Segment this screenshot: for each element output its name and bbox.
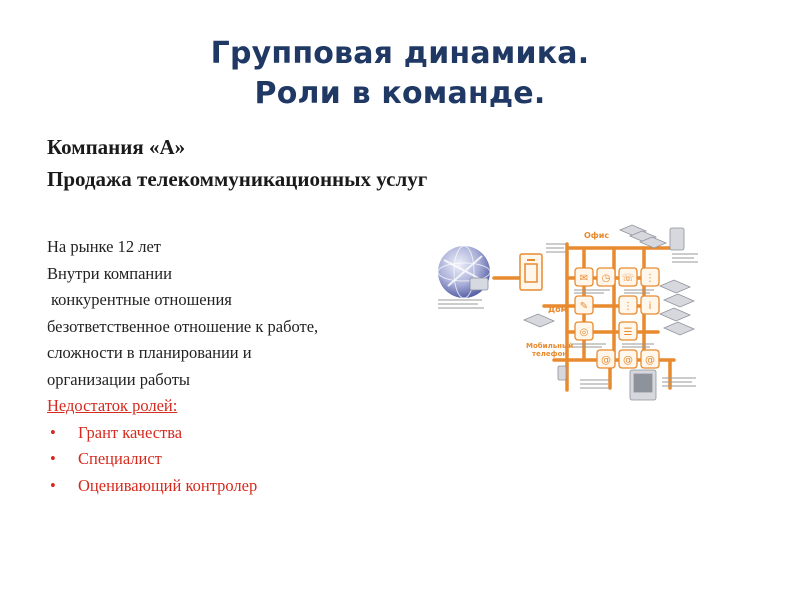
svg-text:⋮: ⋮ — [623, 301, 633, 312]
globe-icon — [438, 246, 490, 298]
office-phone-icon — [520, 254, 542, 290]
role-item: • Оценивающий контролер — [47, 473, 318, 500]
svg-text:☏: ☏ — [621, 273, 635, 284]
roles-list — [47, 420, 318, 500]
slide-title-line-2: Роли в команде. — [254, 76, 546, 111]
diagram-label-mobile-line-1: Мобильный — [526, 342, 574, 350]
slide-subtitle — [47, 131, 427, 195]
body-line-organization: организации работы — [47, 369, 191, 389]
svg-text:@: @ — [623, 355, 633, 366]
role-item: • Грант качества — [47, 420, 318, 447]
role-item: • Специалист — [47, 446, 318, 473]
company-business: Продажа телекоммуникационных услуг — [47, 167, 428, 191]
svg-text:✉: ✉ — [579, 273, 589, 284]
svg-text:✎: ✎ — [579, 301, 589, 312]
body-line-planning: сложности в планировании и — [47, 343, 252, 362]
body-line-competitive: конкурентные отношения — [51, 290, 232, 309]
svg-text:◷: ◷ — [601, 273, 611, 284]
slide-title-line-1: Групповая динамика. — [210, 36, 590, 71]
svg-text:@: @ — [645, 355, 655, 366]
svg-text:◎: ◎ — [579, 327, 589, 338]
diagram-label-home: Дом — [548, 305, 568, 314]
company-name: Компания «А» — [47, 135, 186, 159]
slide-title — [0, 34, 800, 114]
body-line-irresponsible: безответственное отношение к работе, — [47, 316, 319, 336]
body-line-market-years: На рынке 12 лет — [47, 237, 161, 256]
telecom-network-diagram — [434, 220, 704, 420]
roles-heading: Недостаток ролей: — [47, 396, 178, 415]
svg-text:⋮: ⋮ — [645, 273, 655, 284]
slide-body — [47, 234, 318, 499]
diagram-label-mobile-line-2: телефон — [532, 350, 568, 358]
diagram-label-office: Офис — [584, 231, 610, 240]
svg-text:@: @ — [601, 355, 611, 366]
body-line-inside-company: Внутри компании — [47, 263, 172, 283]
svg-text:i: i — [648, 301, 652, 312]
svg-text:☰: ☰ — [623, 327, 633, 338]
